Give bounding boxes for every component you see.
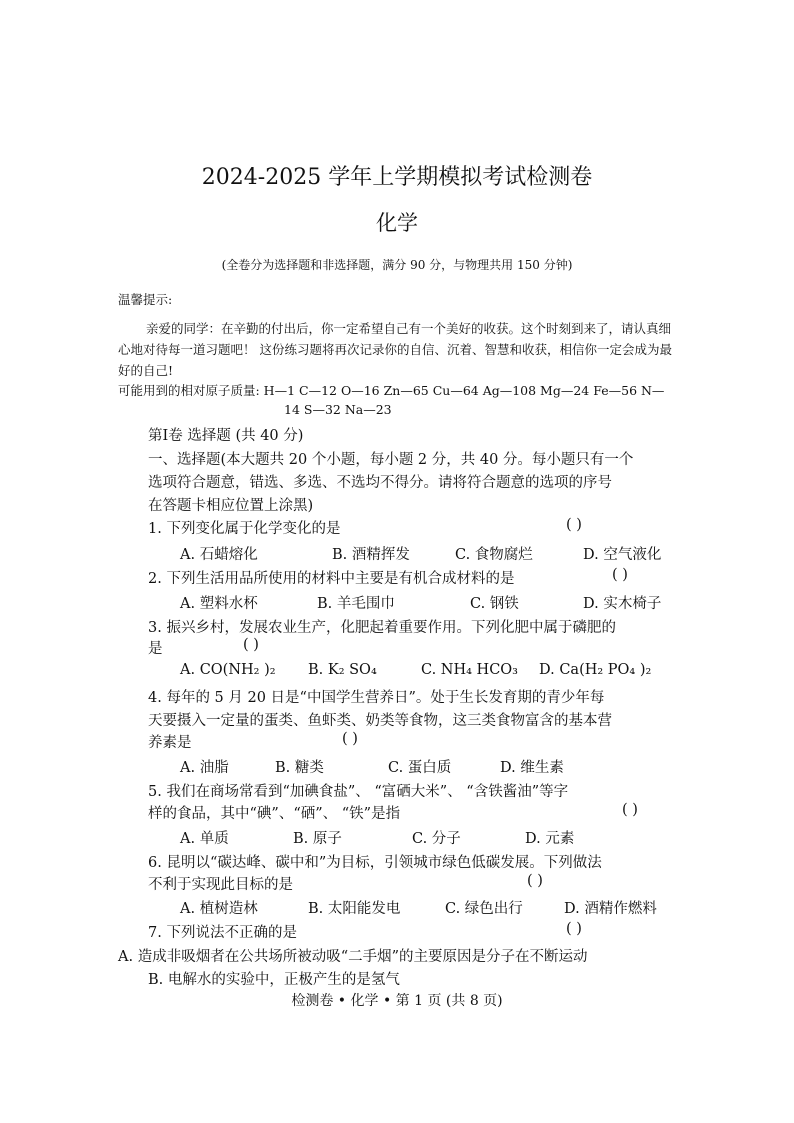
subject-title: 化学 (376, 211, 418, 235)
answer-bracket: ( ) (566, 921, 582, 937)
option-c: C. 绿色出行 (445, 901, 523, 917)
option-d: D. 酒精作燃料 (564, 901, 657, 917)
option-d: D. 实木椅子 (583, 596, 662, 612)
question-stem: 4. 每年的 5 月 20 日是“中国学生营养日”。处于生长发育期的青少年每 (148, 690, 605, 706)
question-stem: 是 (148, 641, 163, 657)
answer-bracket: ( ) (622, 802, 638, 818)
question-stem: 2. 下列生活用品所使用的材料中主要是有机合成材料的是 (148, 571, 515, 587)
exam-note: (全卷分为选择题和非选择题，满分 90 分，与物理共用 150 分钟) (221, 258, 573, 272)
section-title: 第Ⅰ卷 选择题 (共 40 分) (148, 428, 304, 444)
answer-bracket: ( ) (342, 731, 358, 747)
section-instructions: 在答题卡相应位置上涂黑) (148, 498, 314, 514)
option-b: B. 原子 (293, 831, 342, 847)
option-b: B. 糖类 (275, 760, 324, 776)
tips-message: 亲爱的同学：在辛勤的付出后，你一定希望自己有一个美好的收获。这个时刻到来了，请认真细心地对待每一道习题吧！ 这份练习题将再次记录你的自信、沉着、智慧和收获，相信你一定会成为最好的自己! (118, 321, 672, 378)
atomic-mass-line1: 可能用到的相对原子质量: H—1 C—12 O—16 Zn—65 Cu—64 Ag—108 Mg—24 Fe—56 N— (118, 383, 665, 398)
option-b: B. K₂ SO₄ (308, 662, 377, 678)
section-instructions: 选项符合题意，错选、多选、不选均不得分。请将符合题意的选项的序号 (148, 475, 612, 491)
option-a: A. 单质 (180, 831, 229, 847)
atomic-mass-line2: 14 S—32 Na—23 (284, 402, 392, 417)
answer-bracket: ( ) (612, 567, 628, 583)
option-c: C. 食物腐烂 (455, 547, 533, 563)
question-stem: 7. 下列说法不正确的是 (148, 925, 297, 941)
section-instructions: 一、选择题(本大题共 20 个小题，每小题 2 分，共 40 分。每小题只有一个 (148, 452, 634, 468)
option-c: C. 蛋白质 (388, 760, 452, 776)
option-b: B. 太阳能发电 (308, 901, 401, 917)
option-c: C. NH₄ HCO₃ (421, 662, 518, 678)
option-c: C. 钢铁 (470, 596, 519, 612)
question-stem: 5. 我们在商场常看到“加碘食盐”、 “富硒大米”、 “含铁酱油”等字 (148, 784, 569, 800)
answer-bracket: ( ) (243, 637, 259, 653)
option-a: A. 造成非吸烟者在公共场所被动吸“二手烟”的主要原因是分子在不断运动 (118, 949, 588, 965)
question-stem: 不利于实现此目标的是 (148, 877, 293, 893)
option-a: A. 油脂 (180, 760, 229, 776)
option-a: A. 石蜡熔化 (180, 547, 258, 563)
option-c: C. 分子 (412, 831, 461, 847)
option-d: D. 维生素 (500, 760, 564, 776)
option-d: D. 空气液化 (583, 547, 662, 563)
question-stem: 3. 振兴乡村，发展农业生产，化肥起着重要作用。下列化肥中属于磷肥的 (148, 620, 616, 636)
option-a: A. CO(NH₂ )₂ (180, 662, 276, 678)
question-stem: 样的食品，其中“碘”、“硒”、 “铁”是指 (148, 806, 401, 822)
option-b: B. 酒精挥发 (332, 547, 410, 563)
option-b: B. 电解水的实验中，正极产生的是氢气 (148, 972, 400, 988)
option-d: D. Ca(H₂ PO₄ )₂ (539, 662, 652, 678)
question-stem: 6. 昆明以“碳达峰、碳中和”为目标，引领城市绿色低碳发展。下列做法 (148, 855, 602, 871)
page-footer: 检测卷 • 化学 • 第 1 页 (共 8 页) (291, 993, 503, 1009)
option-d: D. 元素 (525, 831, 575, 847)
answer-bracket: ( ) (566, 517, 582, 533)
question-stem: 1. 下列变化属于化学变化的是 (148, 521, 341, 537)
option-a: A. 植树造林 (180, 901, 258, 917)
page-title: 2024-2025 学年上学期模拟考试检测卷 (201, 165, 593, 190)
question-stem: 天要摄入一定量的蛋类、鱼虾类、奶类等食物，这三类食物富含的基本营 (148, 713, 612, 729)
question-stem: 养素是 (148, 735, 192, 751)
option-a: A. 塑料水杯 (180, 596, 258, 612)
option-b: B. 羊毛围巾 (317, 596, 395, 612)
answer-bracket: ( ) (527, 873, 543, 889)
tips-label: 温馨提示: (118, 292, 173, 307)
